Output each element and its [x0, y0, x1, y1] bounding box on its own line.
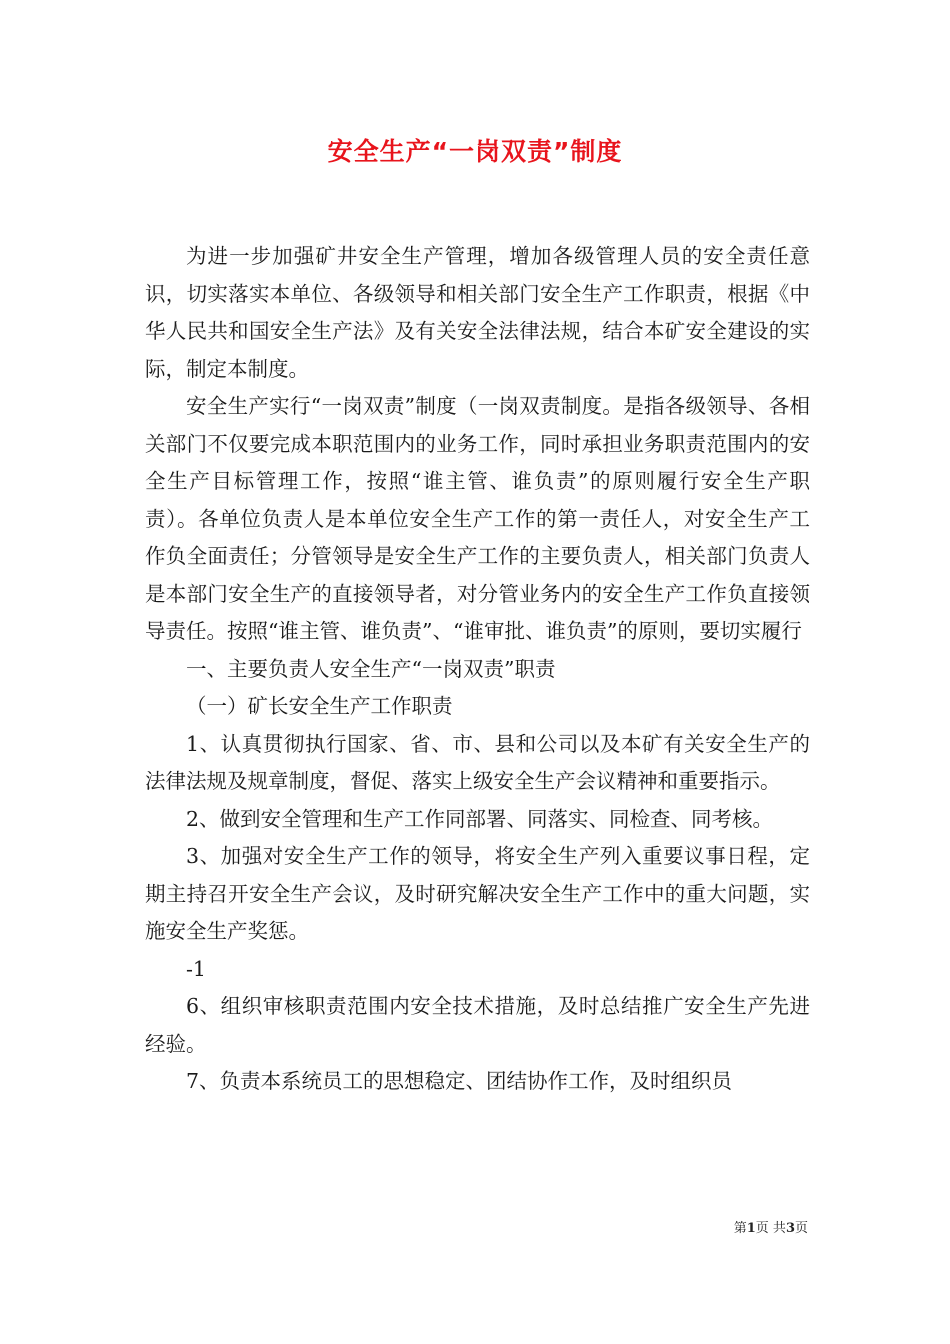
page-footer	[734, 1217, 808, 1236]
document-title: 安全生产“一岗双责”制度	[327, 137, 623, 166]
list-item-6: 6、组织审核职责范围内安全技术措施，及时总结推广安全生产先进经验。	[145, 994, 810, 1056]
list-item-1: 1、认真贯彻执行国家、省、市、县和公司以及本矿有关安全生产的法律法规及规章制度，督促、落实上级安全生产会议精神和重要指示。	[145, 731, 810, 793]
footer-suffix: 页	[794, 1221, 808, 1236]
footer-middle: 页 共	[755, 1221, 786, 1236]
list-item-7: 7、负责本系统员工的思想稳定、团结协作工作，及时组织员	[186, 1069, 733, 1093]
paragraph-intro: 为进一步加强矿井安全生产管理，增加各级管理人员的安全责任意识，切实落实本单位、各级领导和相关部门安全生产工作职责，根据《中华人民共和国安全生产法》及有关安全法律法规，结合本矿安全建设的实际，制定本制度。	[145, 244, 810, 381]
footer-prefix: 第	[733, 1221, 747, 1236]
page-marker: -1	[186, 956, 206, 981]
list-item-2: 2、做到安全管理和生产工作同部署、同落实、同检查、同考核。	[186, 806, 774, 831]
footer-total-pages: 3	[785, 1221, 795, 1236]
paragraph-system-definition: 安全生产实行“一岗双责”制度（一岗双责制度。是指各级领导、各相关部门不仅要完成本职范围内的业务工作，同时承担业务职责范围内的安全生产目标管理工作，按照“谁主管、谁负责”的原则履行安全生产职责）。各单位负责人是本单位安全生产工作的第一责任人，对安全生产工作负全面责任；分管领导是安全生产工作的主要负责人，相关部门负责人是本部门安全生产的直接领导者，对分管业务内的安全生产工作负直接领导责任。按照“谁主管、谁负责”、“谁审批、谁负责”的原则，要切实履行	[145, 394, 810, 643]
section-heading-main-responsible: 一、主要负责人安全生产“一岗双责”职责	[186, 656, 556, 681]
subsection-heading-mine-director: （一）矿长安全生产工作职责	[186, 694, 453, 718]
list-item-3: 3、加强对安全生产工作的领导，将安全生产列入重要议事日程，定期主持召开安全生产会议，及时研究解决安全生产工作中的重大问题，实施安全生产奖惩。	[145, 844, 810, 943]
document-body	[145, 238, 810, 1101]
footer-current-page: 1	[746, 1221, 756, 1236]
